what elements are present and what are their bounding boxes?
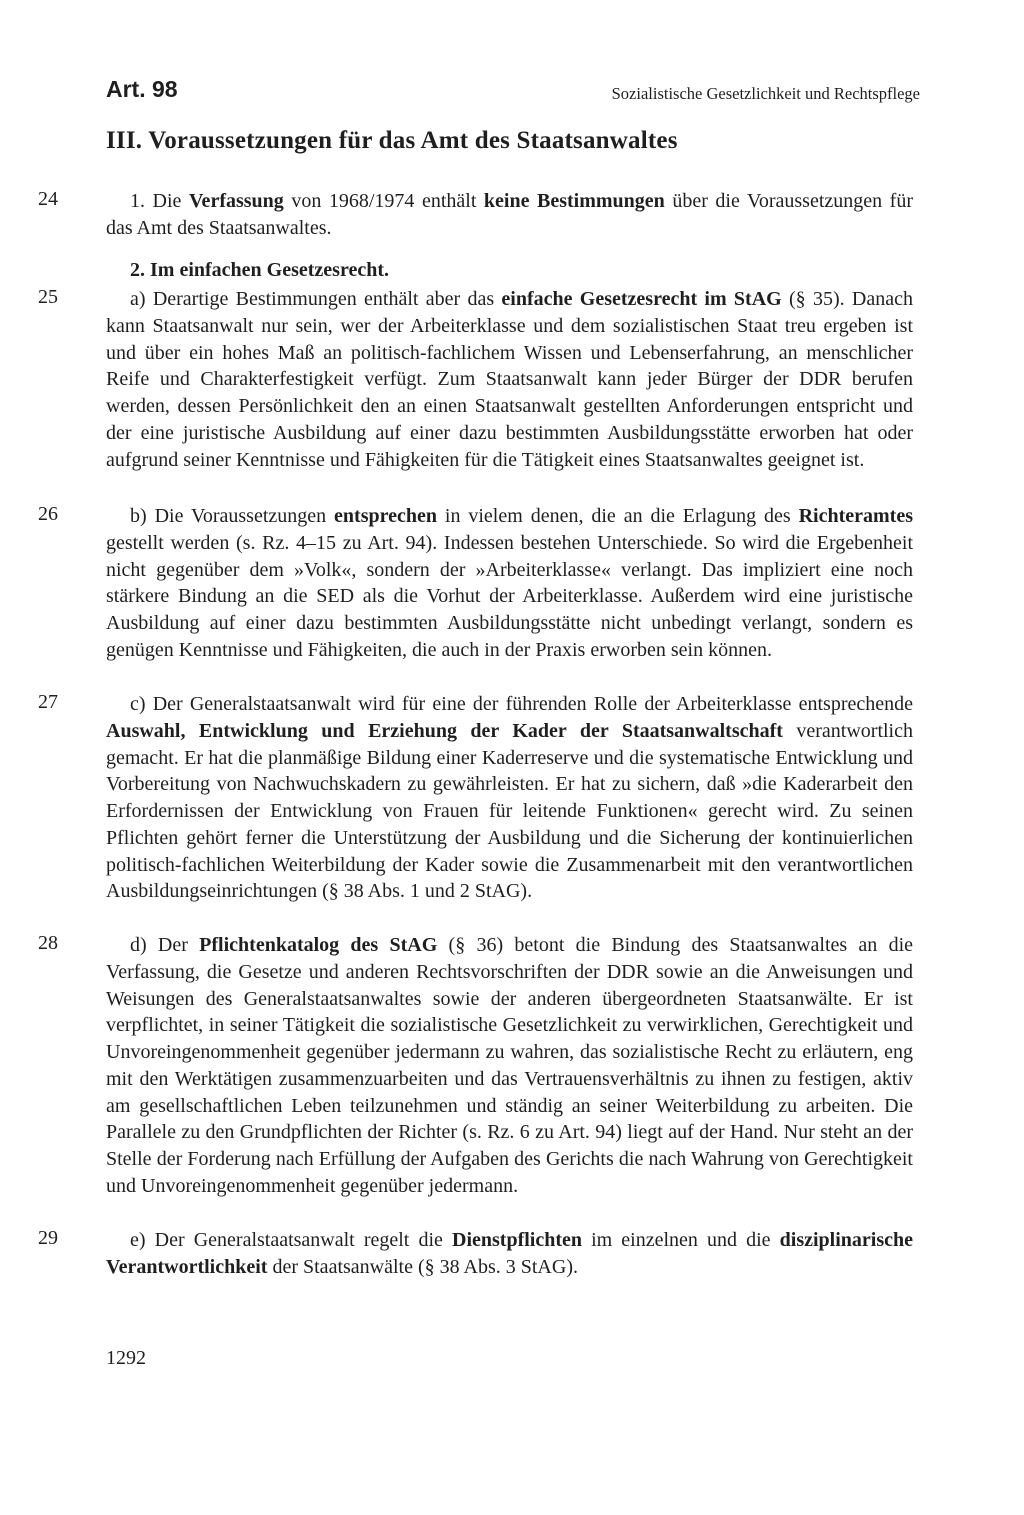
page-number: 1292 (106, 1347, 146, 1369)
paragraph-text (106, 1227, 913, 1281)
text-run: d) Der (130, 934, 200, 956)
text-run: der Staatsanwälte (§ 38 Abs. 3 StAG). (267, 1255, 578, 1278)
text-run: gestellt werden (s. Rz. 4–15 zu Art. 94). Indessen bestehen Unterschiede. So wird die Ergebenheit nicht gegenüber dem »Volk«, sondern der »Arbeiterklasse« verlangt. Das impliziert eine noch stärkere Bindung an die SED als die Vorhut der Arbeiterklasse. Außerdem wird eine juristische Ausbildung auf einer dazu bestimmten Ausbildungsstätte nicht unbedingt verlangt, sondern es genügen Kenntnisse und Fähigkeiten, die auch in der Praxis erworben sein können. (106, 531, 913, 661)
bold-term: Richteramtes (798, 505, 913, 527)
margin-number-25: 25 (38, 286, 58, 308)
text-run: c) Der Generalstaatsanwalt wird für eine der führenden Rolle der Arbeiterklasse entsprechende (130, 693, 913, 715)
bold-term: Verfassung (188, 190, 284, 212)
bold-term: disziplinarische Verantwortlichkeit (106, 1229, 914, 1278)
margin-number-24: 24 (38, 188, 58, 210)
subheading-simple-law: 2. Im einfachen Gesetzesrecht. (130, 259, 390, 281)
paragraph-29 (106, 1227, 913, 1281)
bold-term: Dienstpflichten (452, 1229, 582, 1251)
running-head: Sozialistische Gesetzlichkeit und Rechtspflege (611, 84, 920, 103)
bold-term: einfache Gesetzesrecht im StAG (501, 288, 782, 310)
paragraph-text (106, 188, 913, 242)
bold-term: Pflichtenkatalog des StAG (199, 934, 438, 956)
text-run: b) Die Voraussetzungen (130, 505, 335, 527)
margin-number-26: 26 (38, 503, 58, 525)
section-heading: III. Voraussetzungen für das Amt des Staatsanwaltes (106, 127, 678, 154)
margin-number-27: 27 (38, 691, 58, 713)
text-run: a) Derartige Bestimmungen enthält aber das (130, 288, 502, 310)
text-run: e) Der Generalstaatsanwalt regelt die (130, 1229, 452, 1251)
paragraph-27 (106, 691, 913, 905)
margin-number-29: 29 (38, 1227, 58, 1249)
paragraph-text (106, 503, 913, 664)
article-label: Art. 98 (106, 76, 178, 102)
bold-term: keine Bestimmungen (483, 190, 665, 212)
text-run: über die Voraussetzungen für das Amt des Staatsanwaltes. (106, 190, 913, 239)
paragraph-25 (106, 286, 913, 473)
paragraph-text (106, 691, 913, 905)
paragraph-26 (106, 503, 913, 664)
margin-number-28: 28 (38, 932, 58, 954)
bold-term: entsprechen (334, 505, 438, 527)
bold-term: Auswahl, Entwicklung und Erziehung der Kader der Staatsanwaltschaft (106, 719, 783, 742)
text-run: von 1968/1974 enthält (283, 190, 484, 212)
paragraph-28 (106, 932, 913, 1200)
paragraph-24 (106, 188, 913, 242)
paragraph-text (106, 932, 913, 1200)
text-run: (§ 35). Danach kann Staatsanwalt nur sein, wer der Arbeiterklasse und dem sozialistischen Staat treu ergeben ist und über ein hohes Maß an politisch-fachlichem Wissen und Lebenserfahrung, an menschlicher Reife und Charakterfestigkeit verfügt. Zum Staatsanwalt kann jeder Bürger der DDR berufen werden, dessen Persönlichkeit den an einen Staatsanwalt gestellten Anforderungen entspricht und der eine juristische Ausbildung auf einer dazu bestimmten Ausbildungsstätte erworben hat oder aufgrund seiner Kenntnisse und Fähigkeiten für die Tätigkeit eines Staatsanwaltes geeignet ist. (106, 288, 913, 471)
text-run: verantwortlich gemacht. Er hat die planmäßige Bildung einer Kaderreserve und die systematische Entwicklung und Vorbereitung von Nachwuchskadern zu gewährleisten. Er hat zu sichern, daß »die Kaderarbeit den Erfordernissen der Entwicklung von Frauen für leitende Funktionen« gerecht wird. Zu seinen Pflichten gehört ferner die Unterstützung der Ausbildung und die Sicherung der kontinuierlichen politisch-fachlichen Weiterbildung der Kader sowie die Zusammenarbeit mit den verantwortlichen Ausbildungseinrichtungen (§ 38 Abs. 1 und 2 StAG). (106, 719, 913, 903)
text-run: in vielem denen, die an die Erlagung des (437, 505, 799, 527)
text-run: (§ 36) betont die Bindung des Staatsanwaltes an die Verfassung, die Gesetze und anderen Rechtsvorschriften der DDR sowie an die Anweisungen und Weisungen des Generalstaatsanwaltes sowie der anderen übergeordneten Staatsanwälte. Er ist verpflichtet, in seiner Tätigkeit die sozialistische Gesetzlichkeit zu verwirklichen, Gerechtigkeit und Unvoreingenommenheit gegenüber jedermann zu wahren, das sozialistische Recht zu erläutern, eng mit den Werktätigen zusammenzuarbeiten und das Vertrauensverhältnis zu ihnen zu festigen, aktiv am gesellschaftlichen Leben teilzunehmen und ständig an seiner Weiterbildung zu arbeiten. Die Parallele zu den Grundpflichten der Richter (s. Rz. 6 zu Art. 94) liegt auf der Hand. Nur steht an der Stelle der Forderung nach Erfüllung der Aufgaben des Gerichts die nach Wahrung von Gerechtigkeit und Unvoreingenommenheit gegenüber jedermann. (106, 934, 914, 1197)
paragraph-text (106, 286, 913, 473)
text-run: im einzelnen und die (582, 1229, 780, 1251)
text-run: 1. Die (130, 190, 189, 212)
